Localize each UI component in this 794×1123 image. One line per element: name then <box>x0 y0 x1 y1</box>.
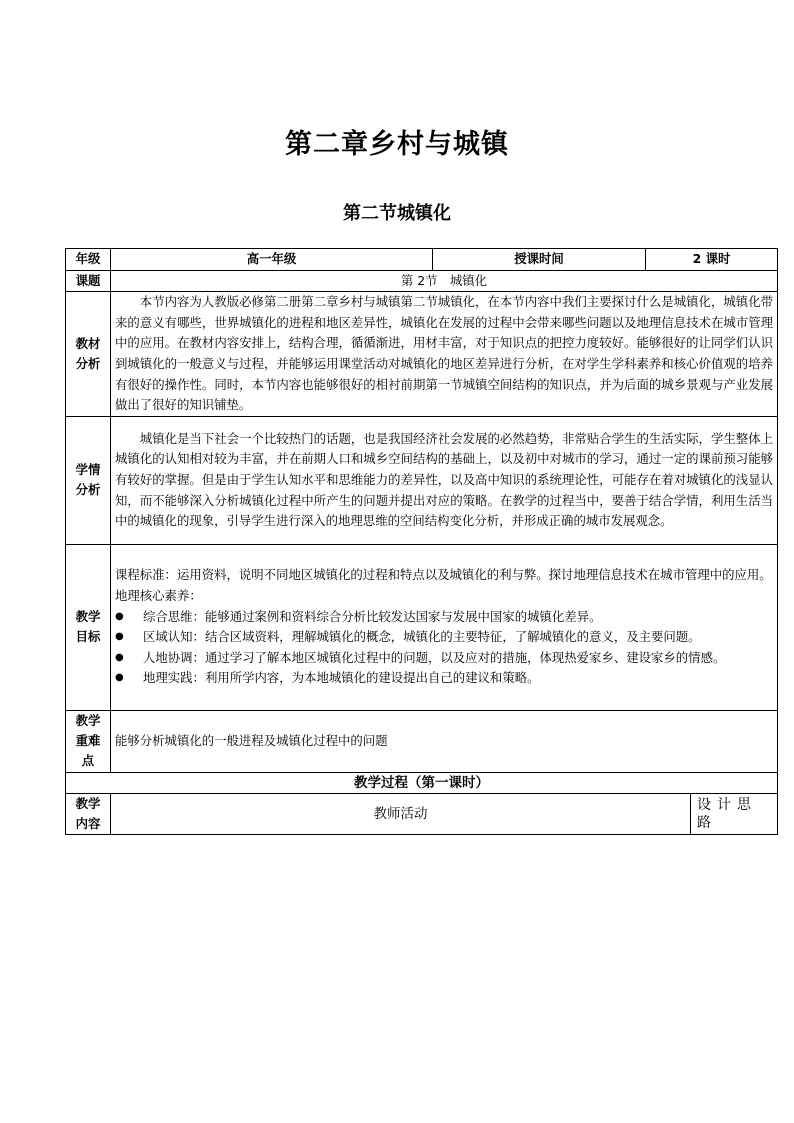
lesson-plan-table <box>65 248 778 835</box>
goal-item-text: 综合思维：能够通过案例和资料综合分析比较发达国家与发展中国家的城镇化差异。 <box>143 608 602 624</box>
textbook-analysis-row <box>66 292 778 417</box>
goal-item-text: 地理实践：利用所学内容，为本地城镇化的建设提出自己的建议和策略。 <box>143 670 540 686</box>
goal-item <box>115 668 773 689</box>
student-analysis-text: 城镇化是当下社会一个比较热门的话题，也是我国经济社会发展的必然趋势，非常贴合学生的生活实际，学生整体上城镇化的认知相对较为丰富，并在前期人口和城乡空间结构的基础上，以及初中对城市的学习，通过一定的课前预习能够有较好的掌握。但是由于学生认知水平和思维能力的差异性，以及高中知识的系统理论性，可能存在着对城镇化的浅显认知，而不能够深入分析城镇化过程中所产生的问题并提出对应的策略。在教学的过程当中，要善于结合学情，利用生活当中的城镇化的现象，引导学生进行深入的地理思维的空间结构变化分析，并形成正确的城市发展观念。 <box>115 430 773 529</box>
topic-value: 第 2节 城镇化 <box>111 270 778 292</box>
teaching-goals-label-line1: 教学 <box>75 609 101 625</box>
teaching-goals-label <box>66 544 111 710</box>
student-analysis-label <box>66 416 111 544</box>
goal-item <box>115 607 773 628</box>
student-analysis-label-line1: 学情 <box>75 462 101 478</box>
bullet-icon: ● <box>115 651 124 663</box>
topic-label: 课题 <box>66 270 111 292</box>
key-points-label-line2: 重难 <box>75 733 101 749</box>
topic-row <box>66 270 778 292</box>
bullet-icon: ● <box>115 610 124 622</box>
process-heading: 教学过程（第一课时） <box>66 772 778 794</box>
grade-label: 年级 <box>66 249 111 271</box>
process-columns-row <box>66 794 778 835</box>
course-standard-text: 课程标准：运用资料，说明不同地区城镇化的过程和特点以及城镇化的利与弊。探讨地理信息技术在城市管理中的应用。 <box>115 567 772 583</box>
key-points-row <box>66 710 778 772</box>
design-idea-header <box>691 794 778 835</box>
textbook-analysis-cell <box>111 292 778 417</box>
goal-item <box>115 648 773 669</box>
design-idea-line2: 路 <box>697 815 717 832</box>
teaching-goals-row <box>66 544 778 710</box>
key-points-cell <box>111 710 778 772</box>
bullet-icon: ● <box>115 672 124 684</box>
teaching-goals-cell <box>111 544 778 710</box>
key-points-label-line1: 教学 <box>75 713 101 729</box>
teacher-activity-header: 教师活动 <box>111 794 691 835</box>
textbook-analysis-text: 本节内容为人教版必修第二册第二章乡村与城镇第二节城镇化，在本节内容中我们主要探讨什么是城镇化，城镇化带来的意义有哪些，世界城镇化的进程和地区差异性，城镇化在发展的过程中会带来哪些问题以及地理信息技术在城市管理中的应用。在教材内容安排上，结构合理，循循渐进，用材丰富，对于知识点的把控力度较好。能够很好的让同学们认识到城镇化的一般意义与过程，并能够运用课堂活动对城镇化的地区差异进行分析，在对学生学科素养和核心价值观的培养有很好的操作性。同时，本节内容也能够很好的相衬前期第一节城镇空间结构的知识点，并为后面的城乡景观与产业发展做出了很好的知识铺垫。 <box>115 294 773 413</box>
document-title: 第二章乡村与城镇 <box>285 129 509 160</box>
teaching-goals-label-line2: 目标 <box>75 629 101 645</box>
student-analysis-cell <box>111 416 778 544</box>
student-analysis-row <box>66 416 778 544</box>
bullet-icon: ● <box>115 631 124 643</box>
time-label: 授课时间 <box>433 249 646 271</box>
grade-value: 高一年级 <box>111 249 433 271</box>
content-label-line2: 内容 <box>75 816 101 832</box>
key-points-label <box>66 710 111 772</box>
core-literacy-title: 地理核心素养： <box>115 588 202 604</box>
hours-value: 2 课时 <box>646 249 778 271</box>
content-label <box>66 794 111 835</box>
key-points-text: 能够分析城镇化的一般进程及城镇化过程中的问题 <box>115 732 388 748</box>
textbook-analysis-label-line1: 教材 <box>75 335 101 351</box>
goal-item-text: 区域认知：结合区域资料，理解城镇化的概念，城镇化的主要特征，了解城镇化的意义，及主要问题。 <box>143 629 701 645</box>
design-idea-line1: 设计思 <box>697 797 757 814</box>
header-row <box>66 249 778 271</box>
student-analysis-label-line2: 分析 <box>75 482 101 498</box>
textbook-analysis-label <box>66 292 111 417</box>
content-label-line1: 教学 <box>75 796 101 812</box>
textbook-analysis-label-line2: 分析 <box>75 355 101 371</box>
goal-item-text: 人地协调：通过学习了解本地区城镇化过程中的问题，以及应对的措施，体现热爱家乡、建设家乡的情感。 <box>143 649 726 665</box>
goal-item <box>115 627 773 648</box>
section-title: 第二节城镇化 <box>343 203 451 224</box>
key-points-label-line3: 点 <box>81 753 95 769</box>
process-heading-row <box>66 772 778 794</box>
